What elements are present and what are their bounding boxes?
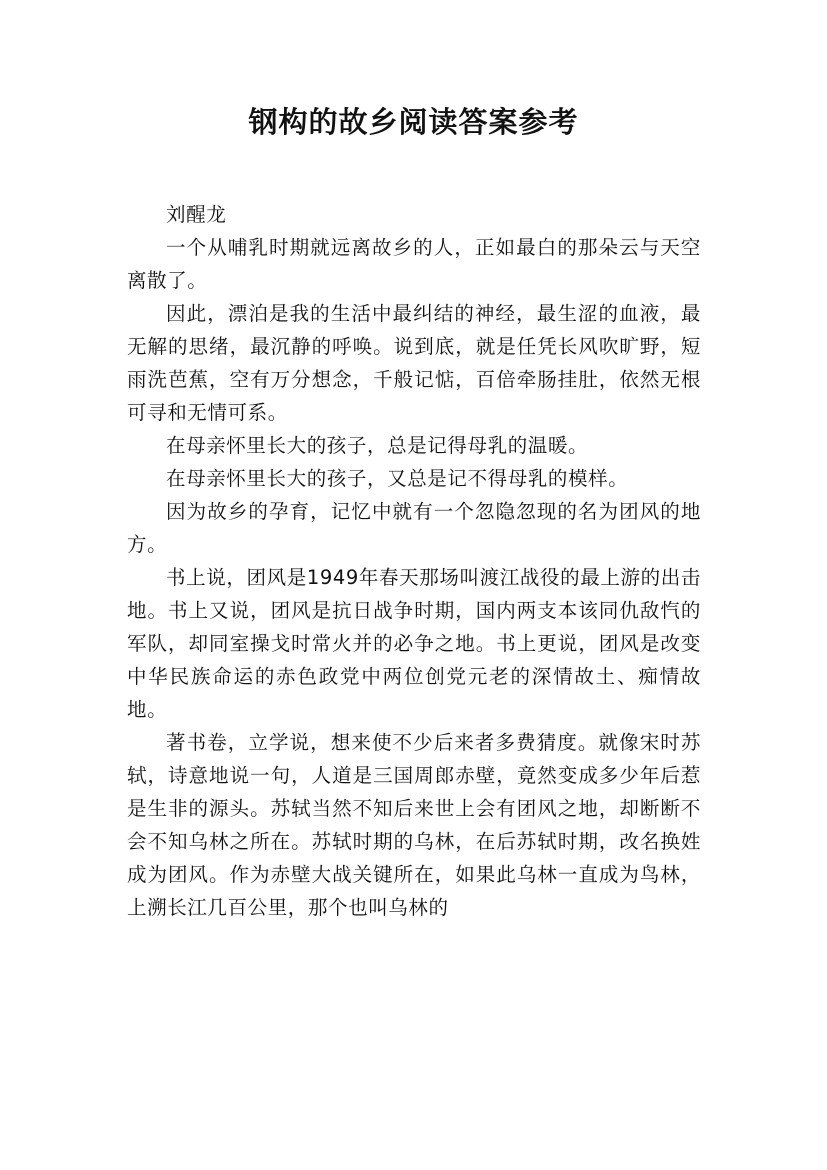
paragraph: 因此，漂泊是我的生活中最纠结的神经，最生涩的血液，最无解的思绪，最沉静的呼唤。说到底，就是任凭长风吹旷野，短雨洗芭蕉，空有万分想念，千般记惦，百倍牵肠挂肚，依然无根可寻和无情可系。 xyxy=(127,302,701,424)
paragraph: 在母亲怀里长大的孩子，总是记得母乳的温暖。 xyxy=(166,434,589,457)
document-title: 钢构的故乡阅读答案参考 xyxy=(248,105,579,139)
paragraph: 一个从哺乳时期就远离故乡的人，正如最白的那朵云与天空离散了。 xyxy=(127,236,701,292)
paragraph: 因为故乡的孕育，记忆中就有一个忽隐忽现的名为团风的地方。 xyxy=(127,500,701,556)
document-body xyxy=(127,198,701,924)
author-line: 刘醒龙 xyxy=(166,203,227,226)
paragraph: 著书卷，立学说，想来使不少后来者多费猜度。就像宋时苏轼，诗意地说一句，人道是三国周郎赤壁，竟然变成多少年后惹是生非的源头。苏轼当然不知后来世上会有团风之地，却断断不会不知乌林之所在。苏轼时期的乌林，在后苏轼时期，改名换姓成为团风。作为赤壁大战关键所在，如果此乌林一直成为鸟林，上溯长江几百公里，那个也叫乌林的 xyxy=(127,731,701,919)
paragraph: 书上说，团风是1949年春天那场叫渡江战役的最上游的出击地。书上又说，团风是抗日战争时期，国内两支本该同仇敌忾的军队，却同室操戈时常火并的必争之地。书上更说，团风是改变中华民族命运的赤色政党中两位创党元老的深情故土、痴情故地。 xyxy=(127,566,701,721)
paragraph: 在母亲怀里长大的孩子，又总是记不得母乳的模样。 xyxy=(166,467,629,490)
